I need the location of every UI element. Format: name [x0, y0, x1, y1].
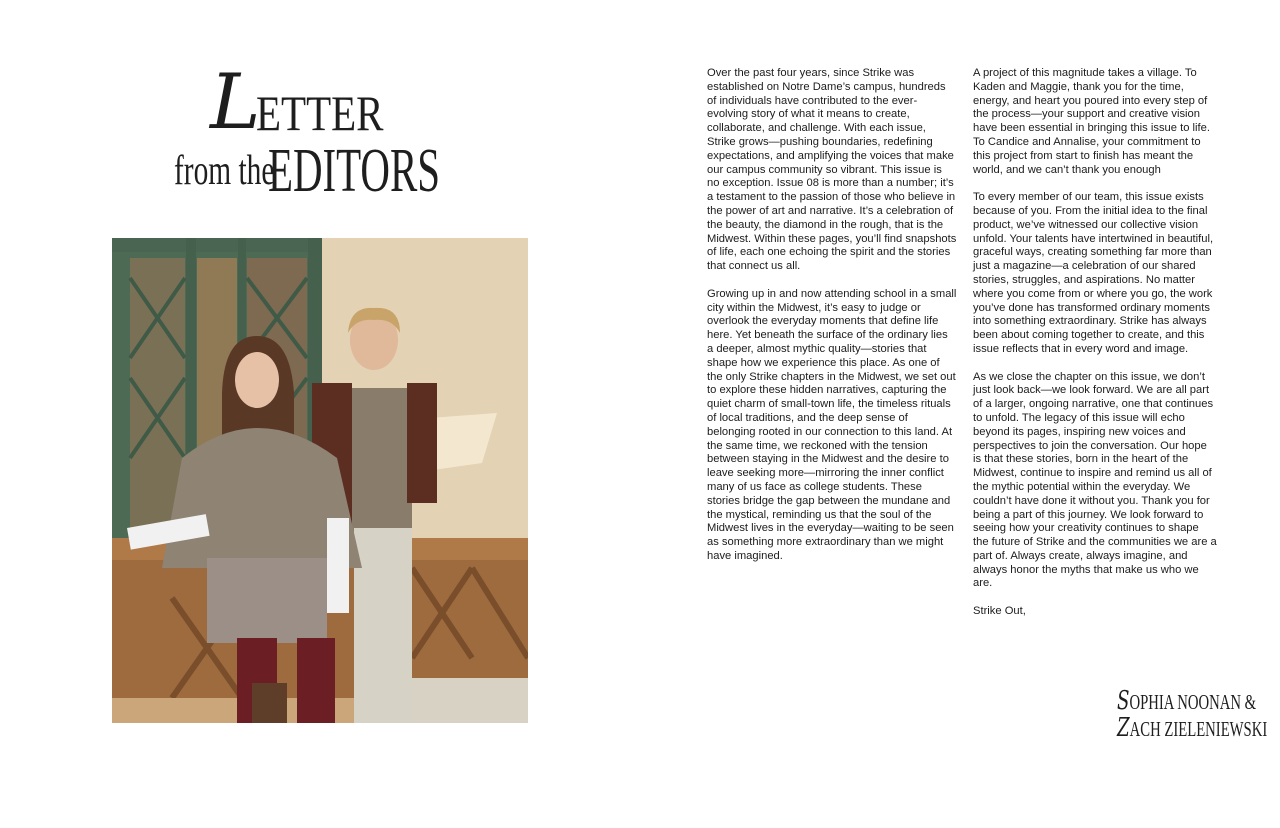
editors-photo — [112, 238, 528, 723]
editors-signature — [1072, 686, 1268, 758]
paragraph: A project of this magnitude takes a village. To Kaden and Maggie, thank you for the time, energy, and heart you poured into every step of the process—your support and creative vision have been essential in bringing this issue to life. To Candice and Annalise, your commitment to this project from start to finish has meant the world, and we can’t thank you enough — [973, 67, 1210, 176]
letter-from-the-editors-title — [172, 57, 441, 205]
signature-line-2: ZACH ZIELENIEWSKI — [1117, 713, 1268, 743]
paragraph: Growing up in and now attending school in a small city within the Midwest, it’s easy to judge or overlook the everyday moments that define life here. Yet beneath the surface of the ordinary lies a deeper, almost mythic quality—stories that shape how we experience this place. As one of the only Strike chapters in the Midwest, we set out to explore these hidden narratives, capturing the quiet charm of small-town life, the timeless rituals of local traditions, and the deep sense of belonging rooted in our connection to this land. At the same time, we reckoned with the tension between staying in the Midwest and the desire to leave seeking more—mirroring the inner conflict many of us face as college students. These stories bridge the gap between the mundane and the mystical, reminding us that the soul of the Midwest lives in the everyday—waiting to be seen as something more extraordinary than we might have imagined. — [707, 287, 957, 562]
title-etter: ETTER — [256, 85, 384, 141]
paragraph: As we close the chapter on this issue, we don’t just look back—we look forward. We are all part of a larger, ongoing narrative, one that continues to unfold. The legacy of this issue will echo beyond its pages, inspiring new voices and perspectives to join the conversation. Our hope is that these stories, born in the heart of the Midwest, continue to inspire and remind us all of the mythic potential within the everyday. We couldn’t have done it without you. Thank you for being a part of this journey. We look forward to seeing how your creativity continues to shape the future of Strike and the communities we are a part of. Always create, always imagine, and always honor the myths that make us who we are. — [973, 370, 1217, 590]
paragraph: To every member of our team, this issue exists because of you. From the initial idea to the final product, we’ve witnessed our collective vision unfold. Your talents have intertwined in beautiful, graceful ways, creating something far more than just a magazine—a celebration of our shared stories, struggles, and aspirations. No matter where you come from or where you go, the work you’ve done has transformed ordinary moments into something extraordinary. Strike has always been about coming together to create, and this issue reflects that in every word and image. — [973, 191, 1214, 355]
sign-off: Strike Out, — [973, 605, 1026, 618]
title-editors: EDITORS — [268, 137, 441, 205]
title-initial-l: L — [210, 57, 261, 146]
photo-two-students-stairwell — [112, 238, 528, 723]
letter-left-column — [707, 67, 957, 577]
signature-line-1: SOPHIA NOONAN & — [1117, 686, 1257, 716]
title-from-the: from the — [174, 148, 275, 194]
letter-right-column — [973, 67, 1217, 633]
paragraph: Over the past four years, since Strike was established on Notre Dame’s campus, hundreds of individuals have contributed to the ever-evolving story of what it means to create, collaborate, and challenge. With each issue, Strike grows—pushing boundaries, redefining expectations, and amplifying the voices that make our campus community so vibrant. This issue is no exception. Issue 08 is more than a number; it’s a testament to the passion of those who believe in the power of art and narrative. It’s a celebration of the beauty, the diamond in the rough, that is the Midwest. Within these pages, you’ll find snapshots of life, each one echoing the spirit and the stories that connect us all. — [707, 67, 957, 273]
